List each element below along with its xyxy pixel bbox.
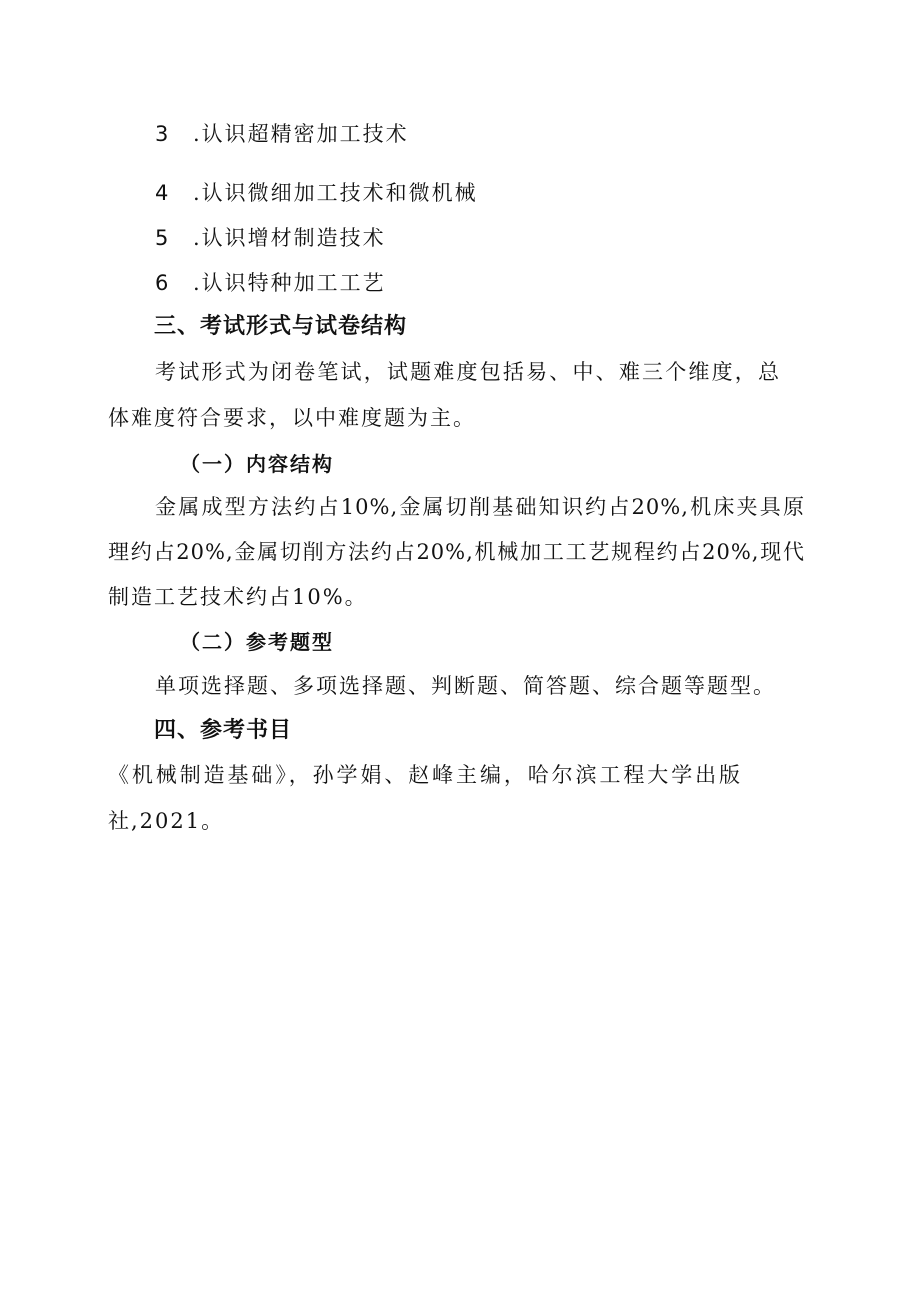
paragraph-line: 体难度符合要求，以中难度题为主。	[108, 406, 476, 430]
paragraph-line: 金属成型方法约占10%,金属切削基础知识约占20%,机床夹具原	[155, 495, 805, 519]
sub-heading: （一）内容结构	[180, 452, 334, 476]
list-item	[155, 268, 386, 298]
reference-line: 《机械制造基础》，孙学娟、赵峰主编，哈尔滨工程大学出版	[108, 763, 742, 787]
paragraph-line: 制造工艺技术约占10%。	[108, 585, 368, 609]
list-item-number: 6	[155, 271, 171, 295]
section-heading: 三、考试形式与试卷结构	[154, 314, 408, 339]
list-item	[155, 178, 478, 208]
list-item-text: .认识微细加工技术和微机械	[193, 181, 478, 205]
paragraph-line: 理约占20%,金属切削方法约占20%,机械加工工艺规程约占20%,现代	[108, 540, 805, 564]
list-item	[155, 119, 409, 149]
paragraph-line: 单项选择题、多项选择题、判断题、简答题、综合题等题型。	[155, 674, 776, 698]
sub-heading: （二）参考题型	[180, 630, 334, 654]
list-item-text: .认识增材制造技术	[193, 226, 386, 250]
list-item-number: 4	[155, 181, 171, 205]
section-heading: 四、参考书目	[154, 718, 293, 743]
reference-line: 社,2021。	[108, 809, 225, 833]
paragraph-line: 考试形式为闭卷笔试，试题难度包括易、中、难三个维度，总	[155, 360, 781, 384]
list-item-text: .认识超精密加工技术	[193, 122, 409, 146]
list-item-number: 3	[155, 122, 171, 146]
list-item	[155, 223, 386, 253]
list-item-text: .认识特种加工工艺	[193, 271, 386, 295]
list-item-number: 5	[155, 226, 171, 250]
